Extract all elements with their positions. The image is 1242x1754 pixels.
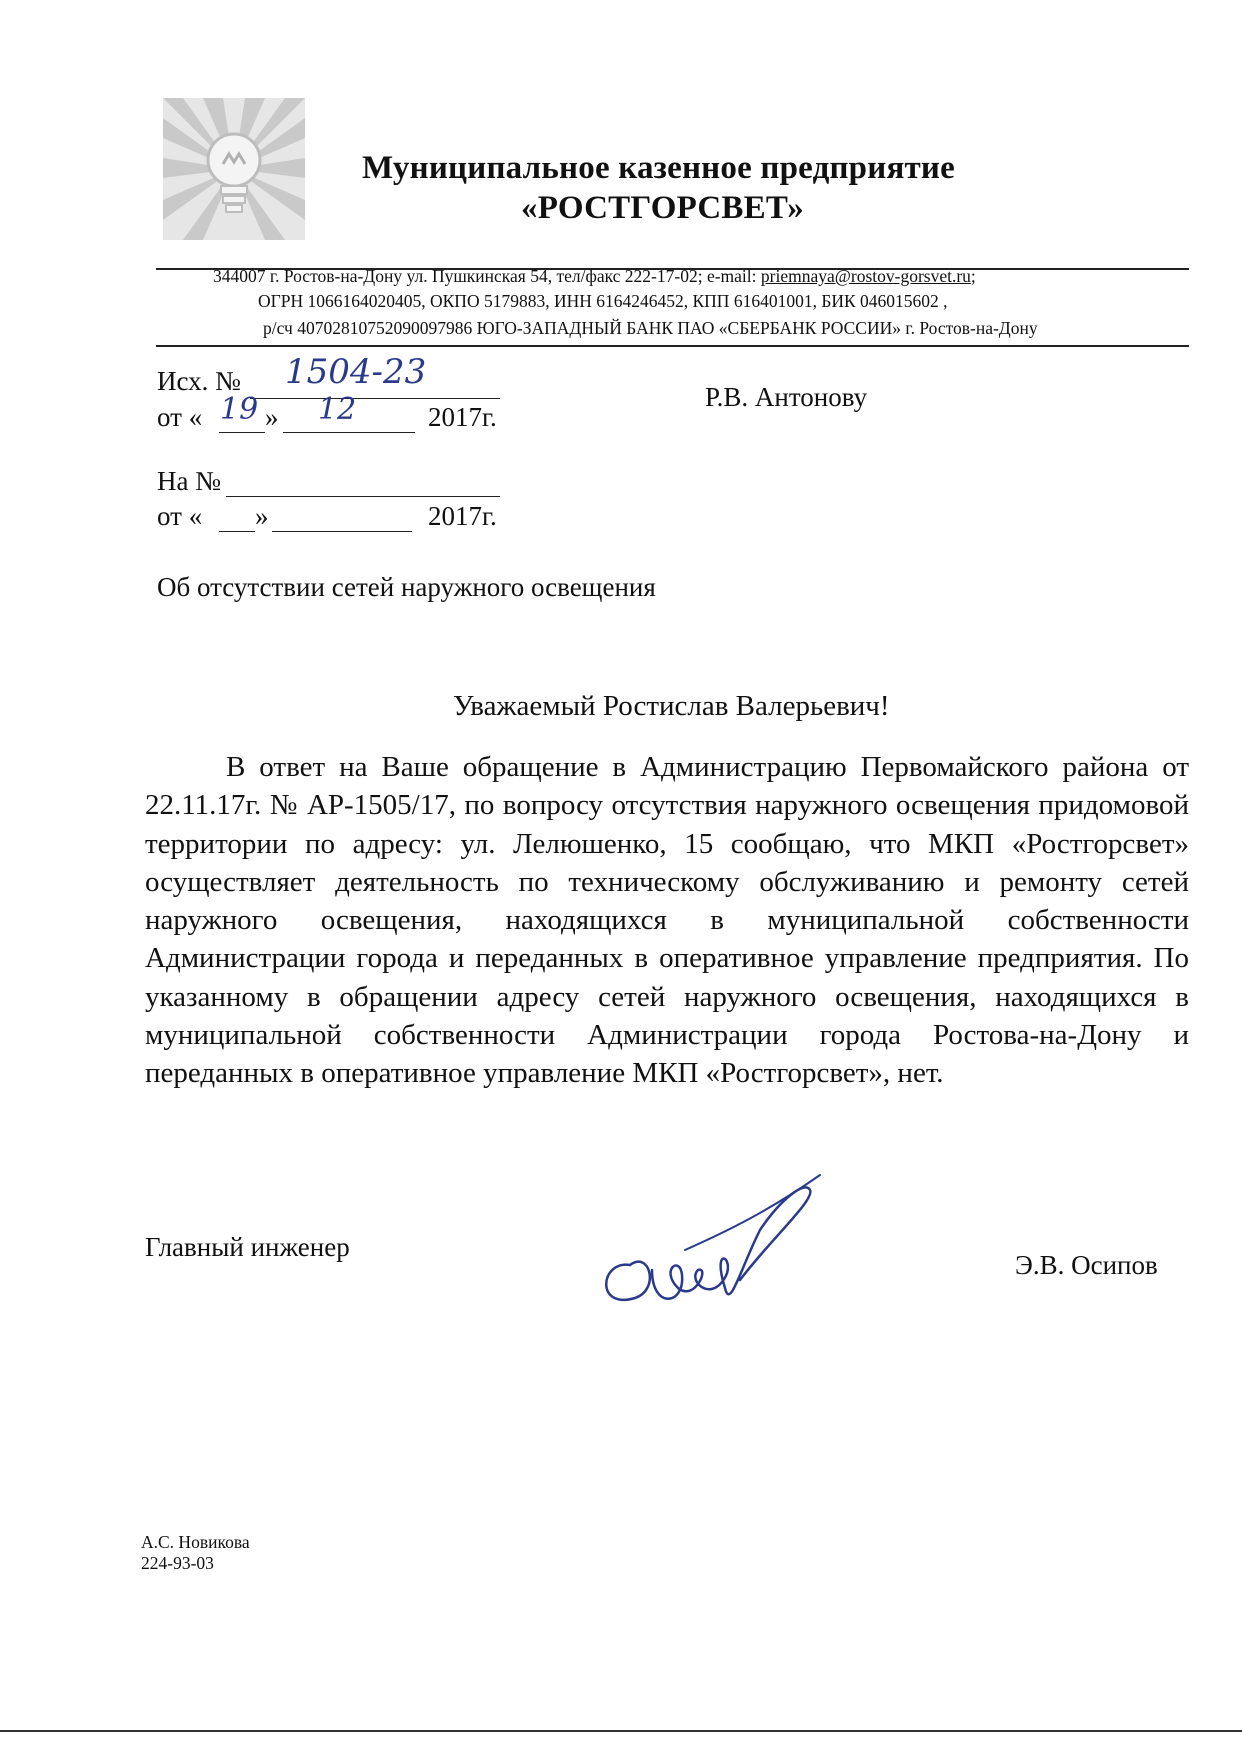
recipient: Р.В. Антонову [705,382,868,412]
contacts-line-2: ОГРН 1066164020405, ОКПО 5179883, ИНН 6164246452, КПП 616401001, БИК 046015602 , [258,291,948,311]
letter-subject: Об отсутствии сетей наружного освещения [157,572,656,602]
email-link[interactable]: priemnaya@rostov-gorsvet.ru [760,266,971,286]
incoming-date-mid: » [255,501,269,531]
incoming-month-line [272,531,412,532]
outgoing-date-prefix: от « [157,402,203,432]
handwritten-signature [590,1170,840,1320]
signatory-name: Э.В. Осипов [1015,1250,1158,1280]
outgoing-date-year: 2017г. [428,402,497,432]
signatory-position: Главный инженер [145,1232,350,1262]
contacts-line-3: р/сч 40702810752090097986 ЮГО-ЗАПАДНЫЙ БАНК ПАО «СБЕРБАНК РОССИИ» г. Ростов-на-Дону [263,318,1038,338]
incoming-day-line [219,531,255,532]
outgoing-day-handwritten: 19 [220,392,259,427]
executor-name: А.С. Новикова [141,1532,250,1552]
outgoing-date-mid: » [265,402,279,432]
company-logo [163,98,305,240]
salutation: Уважаемый Ростислав Валерьевич! [453,690,890,722]
header-rule-bottom [156,345,1189,347]
letter-body: В ответ на Ваше обращение в Администрацию Первомайского района от 22.11.17г. № АР-1505/17, по вопросу отсутствия наружного освещения придомовой территории по адресу: ул. Лелюшенко, 15 сообщаю, что МКП «Ростгорсвет» осуществляет деятельность по техническому обслуживанию и ремонту сетей наружного освещения, находящихся в муниципальной собственности Администрации города и переданных в оперативное управление предприятия. По указанному в обращении адресу сетей наружного освещения, находящихся в муниципальной собственности Администрации города Ростова-на-Дону и переданных в оперативное управление МКП «Ростгорсвет», нет. [145,751,1189,1090]
outgoing-number-line [250,398,500,399]
incoming-date-year: 2017г. [428,501,497,531]
outgoing-month-line [283,432,415,433]
incoming-date-prefix: от « [157,501,203,531]
organization-name: «РОСТГОРСВЕТ» [521,190,804,226]
incoming-number-label: На № [157,466,221,496]
outgoing-month-handwritten: 12 [318,392,357,427]
organization-type: Муниципальное казенное предприятие [362,150,955,186]
outgoing-number-label: Исх. № [157,366,241,396]
contacts-line-1: 344007 г. Ростов-на-Дону ул. Пушкинская 54, тел/факс 222-17-02; e-mail: priemnaya@rostov-gorsvet.ru; [213,266,976,286]
incoming-number-line [226,496,500,497]
outgoing-day-line [219,432,265,433]
outgoing-number-handwritten: 1504-23 [285,352,427,392]
executor-phone: 224-93-03 [141,1553,214,1573]
scan-edge-line [0,1730,1242,1732]
